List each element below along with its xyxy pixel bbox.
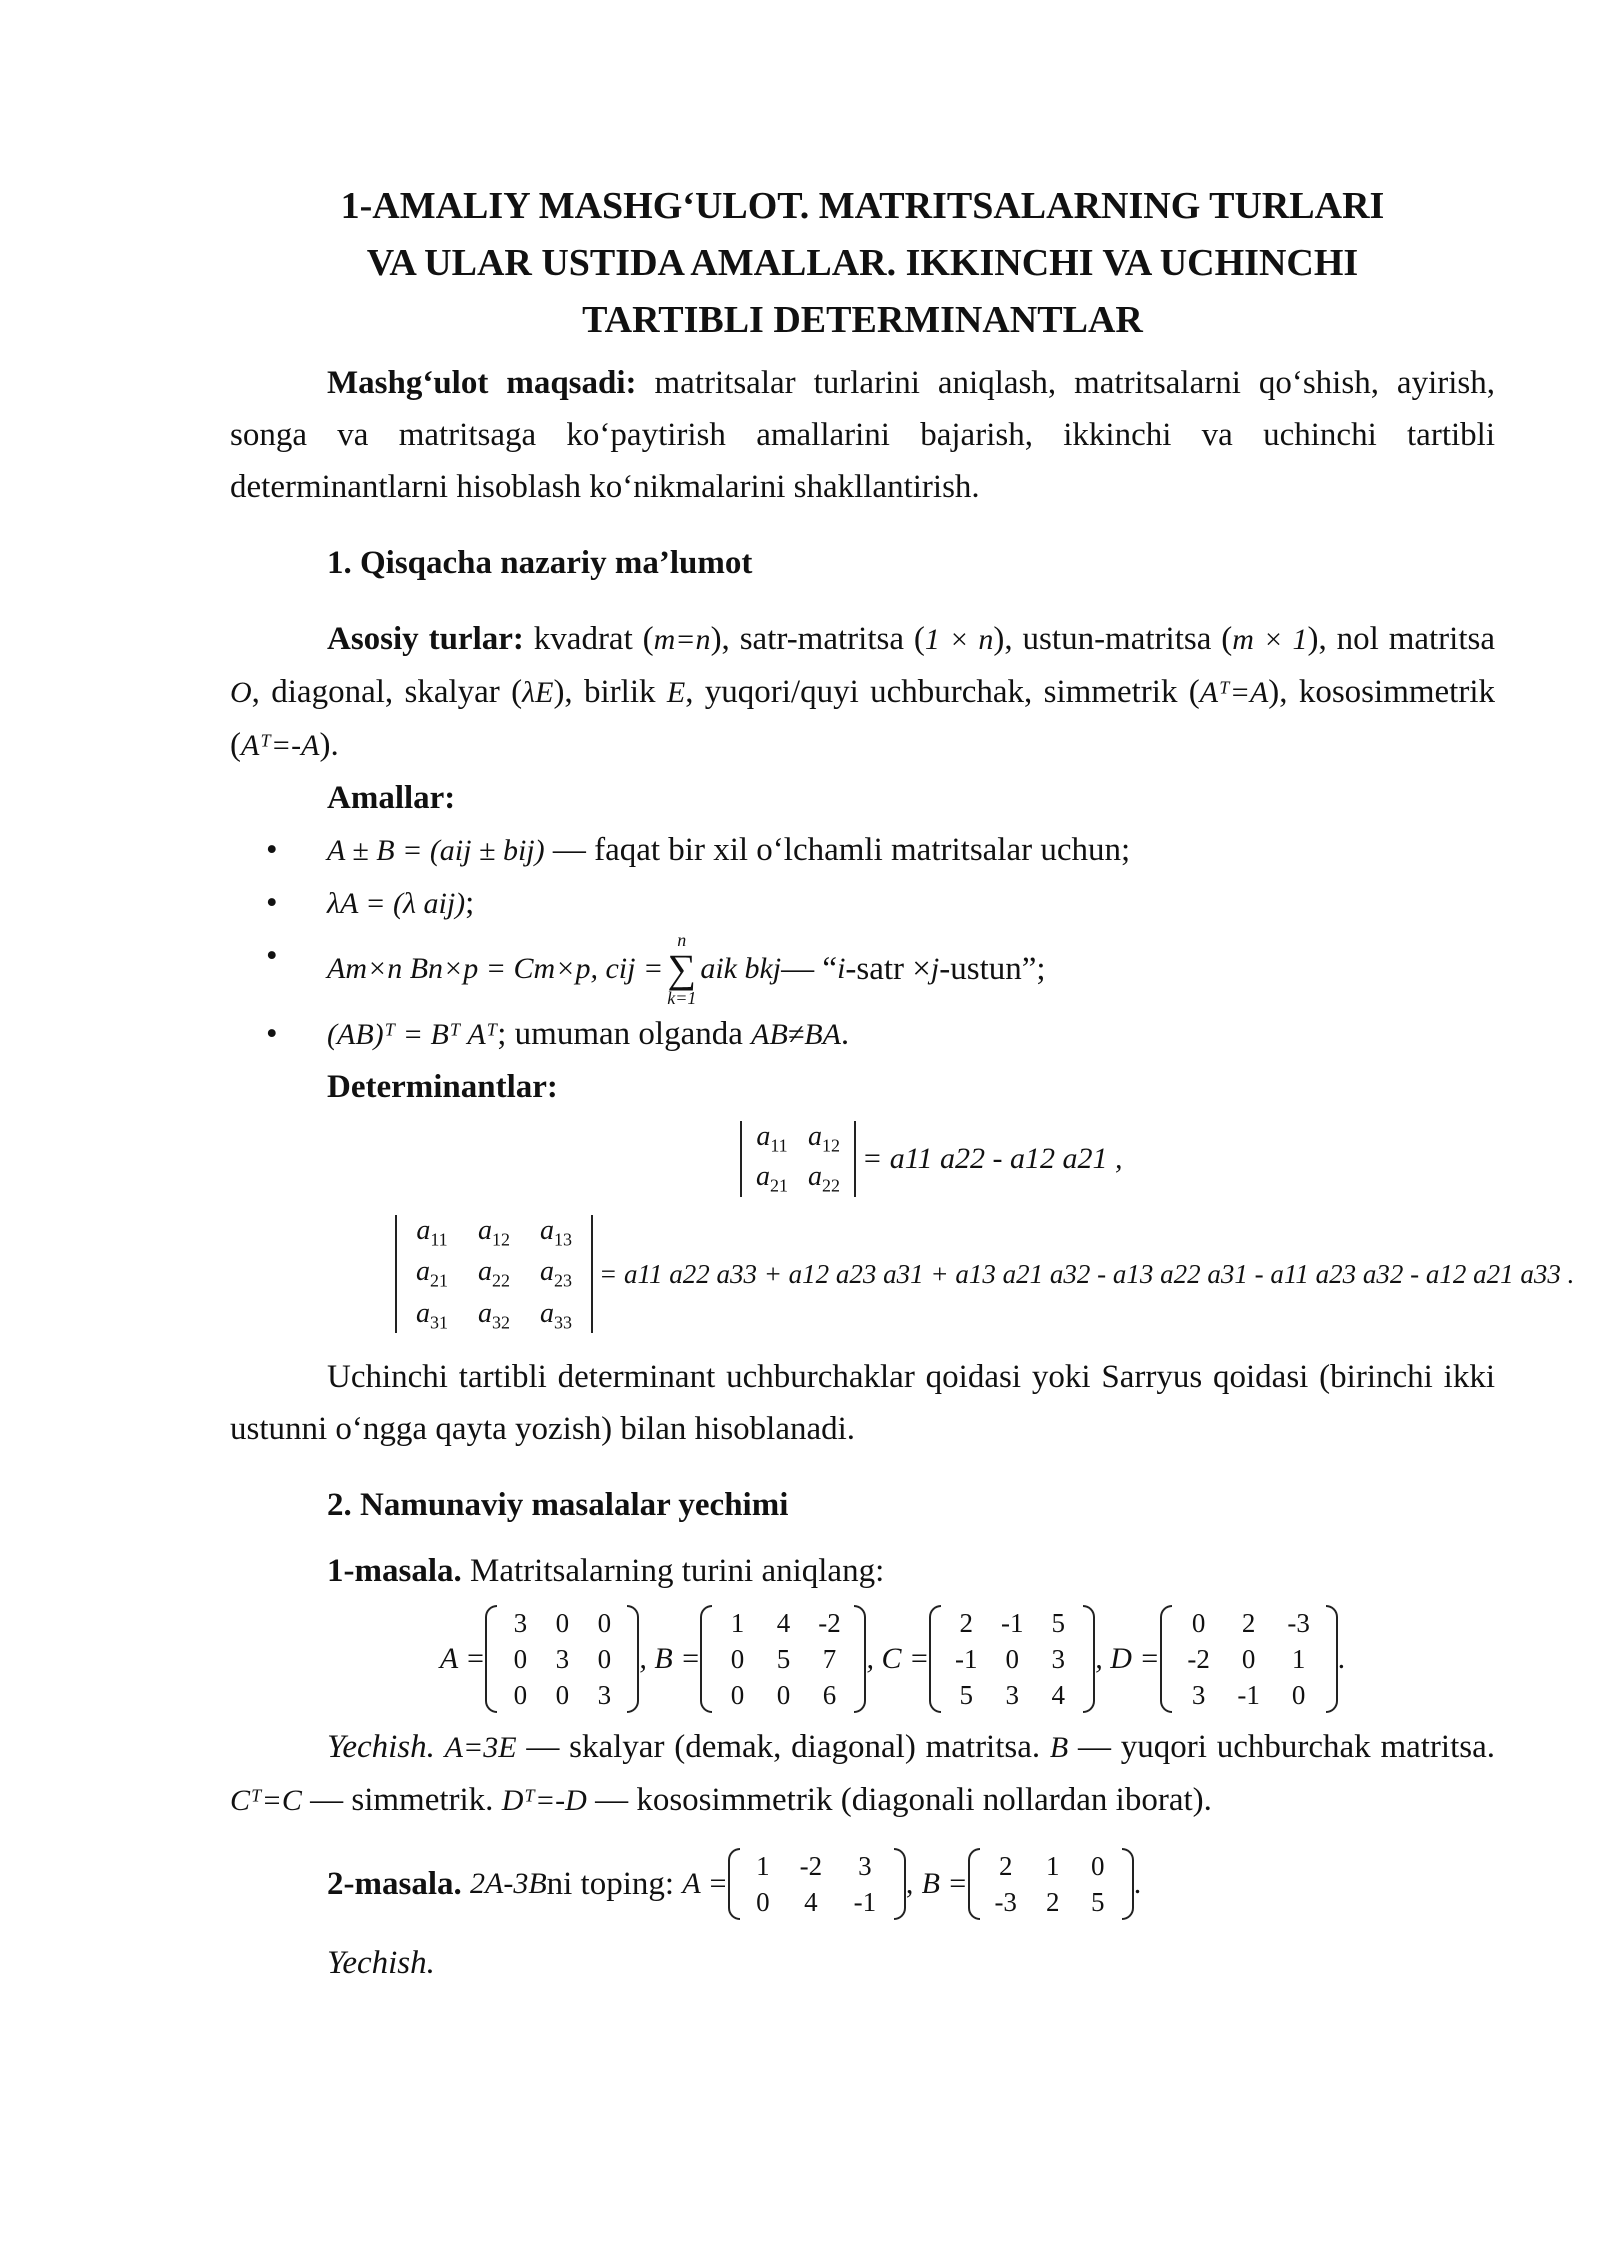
- list-item: [230, 824, 1495, 877]
- list-item: [230, 877, 1495, 930]
- solution-2: [230, 1937, 1495, 1989]
- det-entry: $a_{12}$: [808, 1121, 840, 1156]
- matrix-b-name: , B =: [639, 1642, 701, 1675]
- sum-symbol: [667, 931, 696, 1007]
- p2-end: .: [1133, 1867, 1142, 1900]
- problem-1-label: 1-masala.: [327, 1553, 462, 1589]
- matrix-entry: -1: [853, 1887, 877, 1917]
- matrix-d: [1160, 1605, 1338, 1713]
- formula-add: A ± B = (aij ± bij): [327, 834, 545, 867]
- formula-row: 1 × n: [924, 623, 994, 656]
- det-entry: $a_{13}$: [540, 1214, 572, 1250]
- det2-formula: [230, 1113, 1495, 1205]
- matrices-row: [230, 1597, 1495, 1721]
- matrix-entry: 6: [822, 1680, 837, 1710]
- matrix-entry: -1: [1000, 1608, 1024, 1638]
- matrix-entry: 5: [1051, 1608, 1065, 1638]
- matrix-entry: 0: [1191, 1608, 1206, 1638]
- types-text: ), satr-matritsa (: [710, 621, 925, 657]
- matrix-c: [929, 1605, 1095, 1713]
- solution-2-label: Yechish.: [327, 1945, 435, 1981]
- solution-1: [230, 1721, 1495, 1827]
- det-entry: $a_{11}$: [756, 1121, 788, 1156]
- p2-matrix-b: [968, 1848, 1134, 1920]
- matrix-a: [485, 1605, 639, 1713]
- matrix-entry: 0: [1241, 1644, 1256, 1674]
- sum-upper: n: [677, 930, 687, 950]
- types-text: kvadrat (: [523, 621, 654, 657]
- problem-2-label: 2-masala.: [327, 1866, 462, 1902]
- goal-label: Mashg‘ulot maqsadi:: [327, 365, 637, 401]
- matrix-entry: 2: [1241, 1608, 1256, 1638]
- matrix-entry: 0: [730, 1680, 745, 1710]
- sol-formula: Cᵀ=C: [230, 1784, 302, 1817]
- matrix-entry: 0: [513, 1644, 528, 1674]
- matrix-a-name: A =: [439, 1642, 486, 1675]
- formula-symmetric: Aᵀ=A: [1199, 676, 1269, 709]
- types-label: Asosiy turlar:: [327, 621, 524, 657]
- matrix-entry: 3: [1191, 1680, 1206, 1710]
- matrix-entry: 4: [776, 1608, 791, 1638]
- det2-rhs: = a11 a22 - a12 a21 ,: [862, 1142, 1123, 1175]
- matrix-entry: 3: [597, 1680, 612, 1710]
- matrix-entry: 7: [822, 1644, 837, 1674]
- matrix-entry: 0: [1090, 1851, 1105, 1881]
- op-text: -satr ×: [845, 951, 931, 987]
- solution-1-label: Yechish.: [327, 1729, 435, 1765]
- goal-text: matritsalar turlarini aniqlash, matritsalarni qo‘shish, ayirish, songa va matritsaga ko‘paytirish amallarini bajarish, ikkinchi va uchinchi tartibli determinantlarni hisoblash ko‘nikmalarini shakllantirish.: [230, 365, 1495, 505]
- determinants-label: Determinantlar:: [327, 1069, 558, 1105]
- formula-term: aik bkj: [700, 952, 782, 985]
- problem-2-formula: 2A-3B: [470, 1867, 547, 1900]
- formula-scalar: λE: [522, 676, 554, 709]
- det3-matrix: [395, 1215, 593, 1334]
- sigma-icon: ∑: [667, 946, 697, 991]
- sol-text: — skalyar (demak, diagonal) matritsa.: [516, 1729, 1050, 1765]
- det-entry: $a_{11}$: [416, 1214, 448, 1250]
- matrix-c-name: , C =: [866, 1642, 930, 1675]
- matrix-entry: 0: [513, 1680, 528, 1710]
- det-entry: $a_{12}$: [478, 1214, 510, 1250]
- sarrus-paragraph: Uchinchi tartibli determinant uchburchaklar qoidasi yoki Sarryus qoidasi (birinchi ikki ustunni o‘ngga qayta yozish) bilan hisoblanadi.: [230, 1359, 1495, 1447]
- types-text: , yuqori/quyi uchburchak, simmetrik (: [685, 674, 1200, 710]
- formula-transpose: (AB)ᵀ = Bᵀ Aᵀ: [327, 1018, 498, 1051]
- matrix-entry: -1: [1237, 1680, 1260, 1710]
- formula-j: j: [930, 952, 940, 985]
- problem-2: [230, 1841, 1495, 1927]
- goal-paragraph: [230, 357, 1495, 513]
- p2-separator: ,: [905, 1867, 914, 1900]
- types-text: ), kososimmetrik (: [230, 674, 1496, 763]
- matrix-entry: 2: [1045, 1887, 1060, 1917]
- matrix-entry: 3: [1051, 1644, 1065, 1674]
- det-entry: $a_{22}$: [478, 1256, 510, 1291]
- op-text: — “: [781, 951, 838, 987]
- matrix-entry: 0: [1005, 1644, 1019, 1674]
- formula-product: • Am×n Bn×p = Cm×p, cij =: [327, 952, 664, 985]
- op-text: ; umuman olganda: [497, 1016, 752, 1052]
- det-entry: $a_{33}$: [540, 1297, 572, 1333]
- matrix-b: [700, 1605, 866, 1713]
- formula-scale: λA = (λ aij): [327, 887, 466, 920]
- det-entry: $a_{22}$: [808, 1161, 840, 1196]
- det-entry: $a_{23}$: [540, 1256, 572, 1291]
- types-text: ).: [319, 727, 339, 763]
- matrix-entry: 0: [1291, 1680, 1306, 1710]
- matrix-entry: 1: [1045, 1851, 1060, 1881]
- op-text: .: [840, 1016, 850, 1052]
- sum-lower: k=1: [667, 988, 697, 1008]
- det3-rhs: = a11 a22 a33 + a12 a23 a31 + a13 a21 a32 - a13 a22 a31 - a11 a23 a32 - a12 a21 a33 .: [599, 1258, 1575, 1289]
- matrix-entry: 0: [756, 1887, 770, 1917]
- section-1-heading: 1. Qisqacha nazariy ma’lumot: [327, 545, 753, 581]
- document-page: [230, 178, 1575, 1989]
- matrix-entry: 0: [555, 1608, 570, 1638]
- problem-1: [230, 1545, 1495, 1597]
- matrix-entry: 3: [513, 1608, 528, 1638]
- operations-list: [230, 824, 1495, 1061]
- formula-noncommute: AB≠BA: [751, 1018, 841, 1051]
- matrix-entry: -2: [799, 1851, 823, 1881]
- matrix-entry: 1: [730, 1608, 745, 1638]
- title-line-3: TARTIBLI DETERMINANTLAR: [582, 299, 1143, 341]
- matrix-entry: 5: [776, 1644, 791, 1674]
- sol-formula: A=3E: [444, 1731, 517, 1764]
- matrix-entry: 3: [858, 1851, 872, 1881]
- matrix-entry: 5: [1090, 1887, 1105, 1917]
- types-text: ), nol matritsa: [1307, 621, 1495, 657]
- det-entry: $a_{21}$: [756, 1161, 788, 1196]
- matrix-entry: 2: [998, 1851, 1013, 1881]
- list-item: [230, 930, 1495, 1008]
- matrix-entry: -3: [994, 1887, 1017, 1917]
- operations-label: Amallar:: [327, 780, 456, 816]
- matrix-entry: 2: [959, 1608, 973, 1638]
- p2-matrix-a-name: A =: [682, 1867, 728, 1900]
- sol-text: — simmetrik.: [301, 1782, 502, 1818]
- matrix-entry: -2: [818, 1608, 841, 1638]
- problem-1-text: Matritsalarning turini aniqlang:: [461, 1553, 885, 1589]
- title-line-2: VA ULAR USTIDA AMALLAR. IKKINCHI VA UCHINCHI: [366, 242, 1359, 284]
- matrix-entry: 1: [756, 1851, 770, 1881]
- p2-matrix-a: [728, 1848, 906, 1920]
- title-line-1: 1-AMALIY MASHG‘ULOT. MATRITSALARNING TURLARI: [340, 185, 1385, 227]
- matrices-end: .: [1337, 1642, 1346, 1675]
- section-2-heading: 2. Namunaviy masalalar yechimi: [327, 1487, 789, 1523]
- matrix-entry: -3: [1287, 1608, 1310, 1638]
- formula-i: i: [837, 952, 846, 985]
- det-entry: $a_{21}$: [416, 1256, 448, 1291]
- matrix-entry: 0: [776, 1680, 791, 1710]
- list-item: [230, 1008, 1495, 1061]
- sol-text: — kososimmetrik (diagonali nollardan iborat).: [586, 1782, 1212, 1818]
- det-entry: $a_{31}$: [416, 1297, 448, 1333]
- sol-text: — yuqori uchburchak matritsa.: [1068, 1729, 1496, 1765]
- sol-formula: Dᵀ=-D: [501, 1784, 587, 1817]
- op-text: ;: [465, 885, 475, 921]
- matrix-entry: 4: [1051, 1680, 1065, 1710]
- det2-matrix: [740, 1121, 856, 1196]
- matrix-entry: 5: [959, 1680, 973, 1710]
- types-text: ), ustun-matritsa (: [993, 621, 1233, 657]
- matrix-entry: 1: [1291, 1644, 1306, 1674]
- matrix-entry: -2: [1187, 1644, 1210, 1674]
- document-title: [230, 178, 1495, 349]
- types-paragraph: [230, 613, 1495, 772]
- formula-skew: Aᵀ=-A: [241, 729, 320, 762]
- p2-matrix-b-name: B =: [921, 1867, 968, 1900]
- matrix-entry: 4: [804, 1887, 818, 1917]
- matrix-entry: 0: [597, 1608, 612, 1638]
- det-entry: $a_{32}$: [478, 1297, 510, 1333]
- formula-zero: O: [230, 676, 252, 709]
- op-text: — faqat bir xil o‘lchamli matritsalar uchun;: [544, 832, 1131, 868]
- matrix-entry: 0: [730, 1644, 745, 1674]
- matrix-entry: 3: [555, 1644, 570, 1674]
- sol-formula: B: [1049, 1731, 1069, 1764]
- matrix-entry: 0: [597, 1644, 612, 1674]
- formula-identity: E: [666, 676, 686, 709]
- types-text: ), birlik: [553, 674, 667, 710]
- formula-column: m × 1: [1232, 623, 1308, 656]
- problem-2-text: ni toping:: [546, 1866, 675, 1902]
- det3-formula: [230, 1205, 1575, 1343]
- matrix-d-name: , D =: [1095, 1642, 1160, 1675]
- matrix-entry: 0: [555, 1680, 570, 1710]
- op-text: -ustun”;: [939, 951, 1046, 987]
- formula-square: m=n: [653, 623, 711, 656]
- types-text: , diagonal, skalyar (: [251, 674, 523, 710]
- matrix-entry: -1: [954, 1644, 978, 1674]
- matrix-entry: 3: [1005, 1680, 1019, 1710]
